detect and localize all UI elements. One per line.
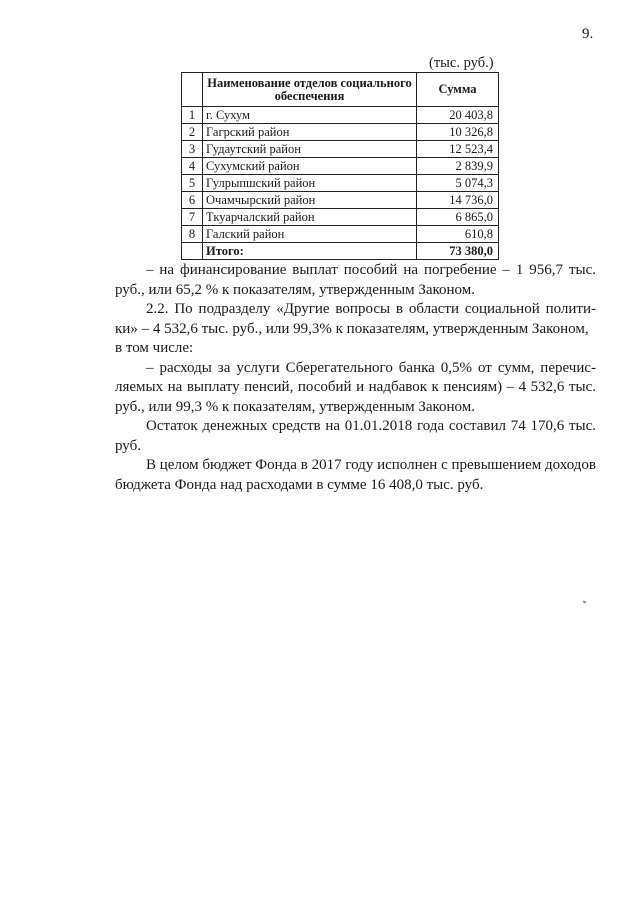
row-sum: 20 403,8: [417, 107, 499, 124]
table-row: [182, 226, 499, 243]
paragraph-bank-services: – расходы за услуги Сберегательного банка 0,5% от сумм, перечис-ляемых на выплату пенсий, пособий и надбавок к пенсиям) – 4 532,6 тыс. руб., или 99,3 % к показателям, утвержденным Законом.: [115, 359, 596, 415]
paragraph-social-policy: 2.2. По подразделу «Другие вопросы в области социальной полити-ки» – 4 532,6 тыс. руб., или 99,3% к показателям, утвержденным Законом,: [115, 301, 596, 337]
table-row: [182, 209, 499, 226]
table-row: [182, 107, 499, 124]
body-text: [115, 261, 596, 495]
row-sum: 12 523,4: [417, 141, 499, 158]
header-name-cell: Наименование отделов социального обеспечения: [203, 73, 417, 107]
row-number: 8: [182, 226, 203, 243]
scan-speck: [583, 600, 587, 603]
row-number: 3: [182, 141, 203, 158]
row-name: Гудаутский район: [203, 141, 417, 158]
row-number: 5: [182, 175, 203, 192]
row-name: Гулрыпшский район: [203, 175, 417, 192]
paragraph-funeral-benefits: – на финансирование выплат пособий на погребение – 1 956,7 тыс. руб., или 65,2 % к показателям, утвержденным Законом.: [115, 262, 596, 298]
unit-label: (тыс. руб.): [429, 55, 494, 71]
row-number: 2: [182, 124, 203, 141]
row-number: 6: [182, 192, 203, 209]
table-row: [182, 141, 499, 158]
table-row: [182, 175, 499, 192]
row-sum: 610,8: [417, 226, 499, 243]
header-number-cell: [182, 73, 203, 107]
table-row: [182, 192, 499, 209]
row-name: Ткуарчалский район: [203, 209, 417, 226]
table-row: [182, 124, 499, 141]
row-name: г. Сухум: [203, 107, 417, 124]
row-sum: 14 736,0: [417, 192, 499, 209]
row-number: 4: [182, 158, 203, 175]
row-name: Очамчырский район: [203, 192, 417, 209]
page-number: 9.: [582, 26, 594, 42]
row-sum: 2 839,9: [417, 158, 499, 175]
row-number: 7: [182, 209, 203, 226]
total-number-cell: [182, 243, 203, 260]
table-total-row: [182, 243, 499, 260]
row-sum: 6 865,0: [417, 209, 499, 226]
paragraph-cash-balance: Остаток денежных средств на 01.01.2018 года составил 74 170,6 тыс. руб.: [115, 418, 596, 454]
row-name: Гагрский район: [203, 124, 417, 141]
table-header-row: [182, 73, 499, 107]
paragraph-including: в том числе:: [115, 340, 194, 356]
table-row: [182, 158, 499, 175]
header-sum-cell: Сумма: [417, 73, 499, 107]
row-number: 1: [182, 107, 203, 124]
departments-table: [181, 72, 499, 260]
total-label: Итого:: [203, 243, 417, 260]
total-sum: 73 380,0: [417, 243, 499, 260]
paragraph-budget-summary: В целом бюджет Фонда в 2017 году исполнен с превышением доходов бюджета Фонда над расходами в сумме 16 408,0 тыс. руб.: [115, 457, 596, 493]
row-sum: 5 074,3: [417, 175, 499, 192]
row-name: Сухумский район: [203, 158, 417, 175]
row-sum: 10 326,8: [417, 124, 499, 141]
row-name: Галский район: [203, 226, 417, 243]
